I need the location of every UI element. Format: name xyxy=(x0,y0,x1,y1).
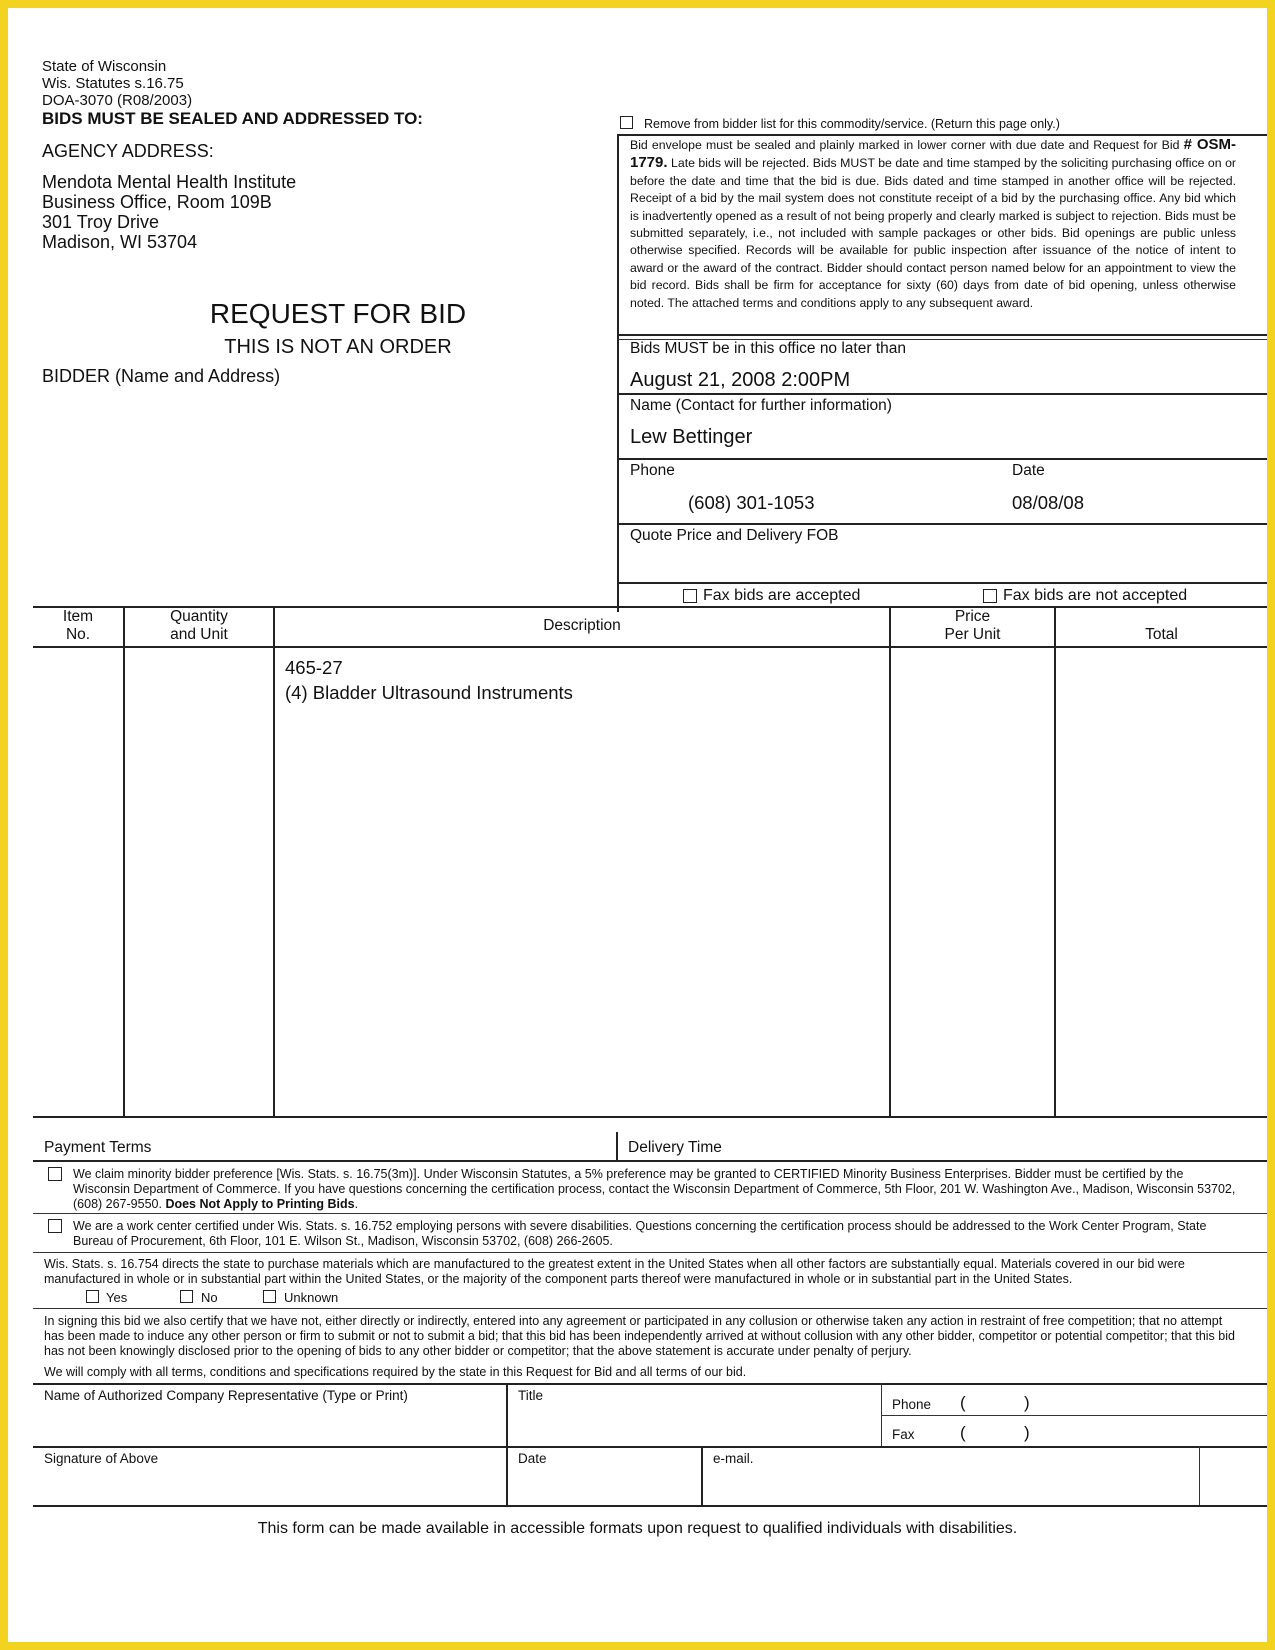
sign-date-label: Date xyxy=(518,1451,547,1466)
fax-accepted-label: Fax bids are accepted xyxy=(703,587,861,604)
col-divider xyxy=(1054,606,1056,1116)
agency-address-line2: Business Office, Room 109B xyxy=(42,192,272,212)
rep-name-input[interactable] xyxy=(38,1403,503,1443)
email-input[interactable] xyxy=(768,1451,1196,1501)
rule xyxy=(33,1252,1267,1253)
form-id: DOA-3070 (R08/2003) xyxy=(42,92,193,109)
email-label: e-mail. xyxy=(713,1451,754,1466)
rule xyxy=(881,1415,1267,1416)
bidder-label: BIDDER (Name and Address) xyxy=(42,366,281,386)
rep-phone-paren-open: ( xyxy=(960,1393,966,1412)
phone-value: (608) 301-1053 xyxy=(688,492,815,513)
certification-text: In signing this bid we also certify that we have not, either directly or indirectly, entered into any agreement or participated in any collusion or otherwise taken any action in restraint of free competition; that no attempt has been made to induce any other person or firm to submit or not to submit a bid; that this bid has been independently arrived at without collusion with any other bidder, competitor or potential competitor; that this bid has not been knowingly disclosed prior to the opening of bids to any other bidder or competitor; that the above statement is accurate under penalty of perjury. xyxy=(44,1314,1235,1358)
table-bottom-rule xyxy=(33,1116,1267,1118)
right-panel-border xyxy=(617,134,619,612)
comply-text: We will comply with all terms, conditions and specifications required by the state in this Request for Bid and all terms of our bid. xyxy=(44,1365,747,1379)
fax-accepted-checkbox[interactable] xyxy=(683,589,697,603)
deadline-value: August 21, 2008 2:00PM xyxy=(630,369,851,391)
rep-fax-input[interactable] xyxy=(980,1424,1020,1444)
us-made-no-label: No xyxy=(201,1290,218,1305)
remove-from-list-checkbox[interactable] xyxy=(620,116,633,129)
us-made-yes-checkbox[interactable] xyxy=(86,1290,99,1303)
sign-date-input[interactable] xyxy=(511,1466,697,1502)
col-divider xyxy=(273,606,275,1116)
col-header-qty-line2: and Unit xyxy=(170,626,228,643)
col-divider xyxy=(616,1132,618,1160)
rep-fax-label: Fax xyxy=(892,1427,915,1442)
rule xyxy=(33,1383,1267,1385)
delivery-time-label: Delivery Time xyxy=(628,1139,722,1156)
page-subtitle: THIS IS NOT AN ORDER xyxy=(224,336,452,358)
us-made-unknown-label: Unknown xyxy=(284,1290,339,1305)
fax-not-accepted-checkbox[interactable] xyxy=(983,589,997,603)
minority-preference-text: We claim minority bidder preference [Wis. Stats. s. 16.75(3m)]. Under Wisconsin Statutes, a 5% preference may be granted to CERTIFIED Minority Business Enterprises. Bidder must be certified by the Wisconsin Department of Commerce. If you have questions concerning the certification process, contact the Wisconsin Department of Commerce, 5th Floor, 201 W. Washington Ave., Madison, Wisconsin 53702, (608) 267-9550. Does Not Apply to Printing Bids. xyxy=(73,1167,1236,1211)
us-made-yes-label: Yes xyxy=(106,1290,128,1305)
statute-ref: Wis. Statutes s.16.75 xyxy=(42,75,184,92)
accessibility-note: This form can be made available in accessible formats upon request to qualified individuals with disabilities. xyxy=(257,1520,1018,1537)
work-center-checkbox[interactable] xyxy=(48,1219,62,1233)
table-row-desc-line1: 465-27 xyxy=(285,657,343,678)
bid-instructions: Bid envelope must be sealed and plainly marked in lower corner with due date and Request for Bid # OSM-1779. Late bids will be rejected. Bids MUST be date and time stamped by the soliciting purchasing office on or before the date and time that the bid is due. Bids dated and time stamped in another office will be rejected. Receipt of a bid by the mail system does not constitute receipt of a bid by the purchasing office. Any bid which is inadvertently opened as a result of not being properly and clearly marked is subject to rejection. Bids must be submitted separately, i.e., not included with sample packages or other bids. Bid openings are public unless otherwise specified. Records will be available for public inspection after issuance of the notice of intent to award or the award of the contract. Bidder should contact person named below for an appointment to view the bid record. Bids shall be firm for acceptance for sixty (60) days from date of bid opening, unless otherwise noted. The attached terms and conditions apply to any subsequent award. xyxy=(630,136,1236,310)
col-header-price-line1: Price xyxy=(954,608,991,625)
agency-address-line1: Mendota Mental Health Institute xyxy=(42,172,297,192)
us-made-unknown-checkbox[interactable] xyxy=(263,1290,276,1303)
bids-sealed-heading: BIDS MUST BE SEALED AND ADDRESSED TO: xyxy=(42,109,423,128)
rule xyxy=(33,1308,1267,1309)
table-header-rule xyxy=(33,646,1267,648)
agency-address-label: AGENCY ADDRESS: xyxy=(42,141,214,161)
col-divider xyxy=(506,1383,508,1506)
signature-input[interactable] xyxy=(38,1466,503,1502)
phone-label: Phone xyxy=(630,462,675,479)
rule xyxy=(33,1213,1267,1214)
rule xyxy=(617,523,1267,525)
work-center-text: We are a work center certified under Wis. Stats. s. 16.752 employing persons with severe disabilities. Questions concerning the certification process should be addressed to the Work Center Program, State Bureau of Procurement, 6th Floor, 101 E. Wilson St., Madison, Wisconsin 53702, (608) 266-2605. xyxy=(73,1219,1207,1248)
contact-label: Name (Contact for further information) xyxy=(630,397,892,414)
rule xyxy=(33,1446,1267,1448)
table-row-desc-line2: (4) Bladder Ultrasound Instruments xyxy=(285,682,573,703)
rep-phone-paren-close: ) xyxy=(1024,1393,1030,1412)
fax-not-accepted-label: Fax bids are not accepted xyxy=(1003,587,1188,604)
contact-value: Lew Bettinger xyxy=(630,426,753,448)
form-page xyxy=(8,8,1267,1642)
us-made-no-checkbox[interactable] xyxy=(180,1290,193,1303)
col-header-description: Description xyxy=(543,617,621,634)
remove-from-list-label: Remove from bidder list for this commodity/service. (Return this page only.) xyxy=(644,117,1060,131)
col-divider xyxy=(889,606,891,1116)
agency-address-line3: 301 Troy Drive xyxy=(42,212,160,232)
rule xyxy=(617,458,1267,460)
col-header-item: Item No. xyxy=(62,608,94,643)
rule xyxy=(33,1160,1267,1162)
rule xyxy=(617,334,1267,336)
rep-fax-paren-close: ) xyxy=(1024,1423,1030,1442)
col-header-price-line2: Per Unit xyxy=(944,626,1001,643)
col-divider xyxy=(123,606,125,1116)
minority-preference-checkbox[interactable] xyxy=(48,1167,62,1181)
fob-label: Quote Price and Delivery FOB xyxy=(630,527,839,544)
rep-fax-paren-open: ( xyxy=(960,1423,966,1442)
deadline-label: Bids MUST be in this office no later than xyxy=(630,340,906,357)
rep-phone-label: Phone xyxy=(892,1397,932,1412)
date-value: 08/08/08 xyxy=(1012,492,1085,513)
col-header-qty-line1: Quantity xyxy=(170,608,228,625)
signature-label: Signature of Above xyxy=(44,1451,159,1466)
payment-terms-label: Payment Terms xyxy=(44,1139,152,1156)
rfb-number: # OSM-1779. xyxy=(630,136,1236,172)
rule xyxy=(617,393,1267,395)
rule xyxy=(617,582,1267,584)
agency-address-line4: Madison, WI 53704 xyxy=(42,232,198,252)
title-input[interactable] xyxy=(511,1403,877,1443)
col-header-total: Total xyxy=(1145,626,1178,643)
rep-name-label: Name of Authorized Company Representative (Type or Print) xyxy=(44,1388,408,1403)
page-title: REQUEST FOR BID xyxy=(209,298,467,329)
rule xyxy=(33,1505,1267,1507)
state-name: State of Wisconsin xyxy=(42,58,167,75)
rep-phone-input[interactable] xyxy=(980,1394,1020,1414)
us-manufacture-text: Wis. Stats. s. 16.754 directs the state to purchase materials which are manufactured to the greatest extent in the United States when all other factors are substantially equal. Materials covered in our bid were manufactured in whole or in substantial part within the United States, or the majority of the component parts thereof were manufactured in whole or in substantial part in the United States. xyxy=(44,1257,1185,1286)
col-divider xyxy=(1199,1446,1200,1506)
col-divider xyxy=(701,1446,703,1506)
date-label: Date xyxy=(1012,462,1045,479)
title-label: Title xyxy=(518,1388,544,1403)
